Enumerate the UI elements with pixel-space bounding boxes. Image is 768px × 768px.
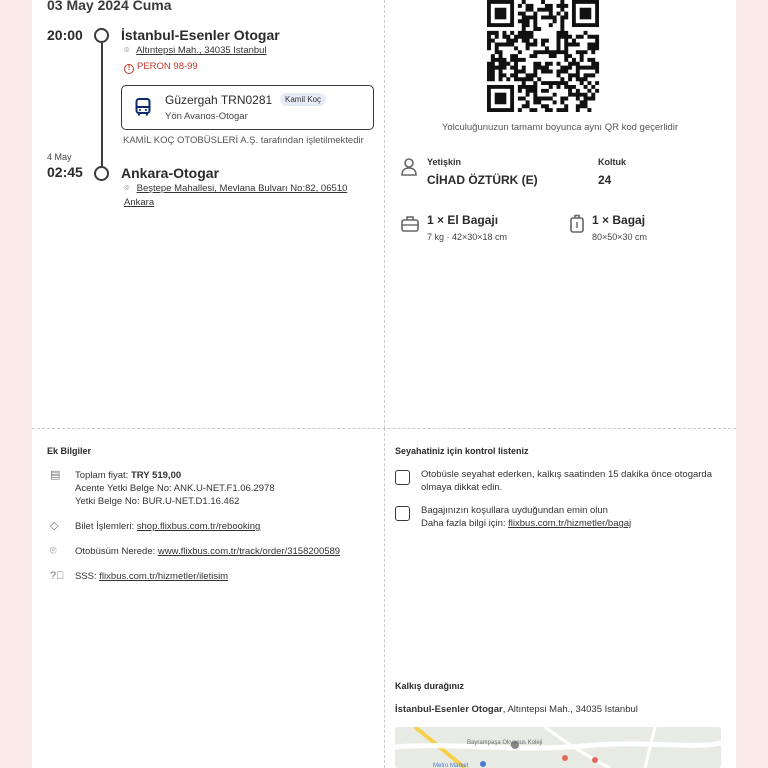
luggage-size: 80×50×30 cm <box>592 232 648 242</box>
location-pin-icon: ⌾ <box>124 45 130 55</box>
price-label: Toplam fiyat: <box>75 470 129 481</box>
location-pin-icon: ⌾ <box>124 183 130 193</box>
checklist-item-text: Otobüsle seyahat ederken, kalkış saatinden 15 dakika önce otogarda olmaya dikkat edin. <box>421 469 712 493</box>
departure-stop-name: İstanbul-Esenler Otogar <box>395 704 503 715</box>
tracking-link[interactable]: www.flixbus.com.tr/track/order/3158200589 <box>157 546 341 557</box>
map-label-school: Bayrampaşa Okyanus Koleji <box>467 740 543 746</box>
faq-link[interactable]: flixbus.com.tr/hizmetler/iletisim <box>99 571 229 582</box>
arrival-time: 02:45 <box>47 164 83 180</box>
suitcase-icon <box>569 214 585 234</box>
rebooking-link[interactable]: shop.flixbus.com.tr/rebooking <box>136 521 261 532</box>
route-title: Güzergah TRN0281 <box>165 93 273 107</box>
departure-dot <box>94 28 109 43</box>
hand-luggage-title: 1 × El Bagajı <box>427 213 499 227</box>
help-icon: ?⃝ <box>50 570 65 582</box>
hand-luggage-icon <box>400 214 420 234</box>
departure-address[interactable] <box>124 43 267 58</box>
platform-label: PERON 98-99 <box>137 61 198 72</box>
seat-label: Koltuk <box>598 157 626 167</box>
checkbox[interactable] <box>395 506 410 521</box>
checklist-item-prefix: Daha fazla bilgi için: <box>421 518 506 529</box>
route-direction: Yön Avanos-Otogar <box>165 111 248 122</box>
arrival-station: Ankara-Otogar <box>121 165 220 181</box>
checkbox[interactable] <box>395 470 410 485</box>
passenger-icon <box>400 157 418 177</box>
departure-stop-line <box>395 704 638 715</box>
ticket-page <box>32 0 736 768</box>
departure-station: İstanbul-Esenler Otogar <box>121 27 280 43</box>
departure-map[interactable] <box>395 727 721 768</box>
arrival-date: 4 May <box>47 152 72 162</box>
departure-address-link[interactable]: Altıntepsi Mah., 34035 Istanbul <box>136 45 267 56</box>
arrival-address-line2[interactable]: Ankara <box>124 197 155 208</box>
vertical-divider <box>384 0 385 428</box>
map-label-market: Metro Market <box>433 763 469 768</box>
agency-license: Acente Yetki Belge No: ANK.U-NET.F1.06.2978 <box>75 483 275 494</box>
warning-icon: ! <box>124 64 134 74</box>
baggage-info-link[interactable]: flixbus.com.tr/hizmetler/bagaj <box>508 518 632 529</box>
checklist-item-text: Bagajınızın koşullara uyduğundan emin olun <box>421 505 608 516</box>
map-graphic <box>395 727 721 768</box>
receipt-icon: ▤ <box>50 469 61 481</box>
departure-stop-address: , Altıntepsi Mah., 34035 Istanbul <box>502 704 638 715</box>
hand-luggage-size: 7 kg · 42×30×18 cm <box>427 232 508 242</box>
platform-info <box>124 61 198 74</box>
luggage-title: 1 × Bagaj <box>592 213 646 227</box>
timeline-line <box>101 43 103 166</box>
qr-note: Yolculuğunuzun tamamı boyunca aynı QR kod geçerlidir <box>441 122 679 133</box>
passenger-type-label: Yetişkin <box>427 157 462 167</box>
arrival-dot <box>94 166 109 181</box>
trip-date: 03 May 2024 Cuma <box>47 0 172 13</box>
vertical-divider <box>384 428 385 768</box>
bus-icon <box>135 98 151 116</box>
arrival-address-line1[interactable]: Beştepe Mahallesi, Mevlana Bulvarı No:82, 06510 <box>136 183 348 194</box>
qr-code <box>482 0 604 112</box>
brand-badge: Kamil Koç <box>280 93 326 106</box>
tag-icon: ◇ <box>50 520 59 532</box>
operator-note: KAMİL KOÇ OTOBÜSLERİ A.Ş. tarafından işletilmektedir <box>123 135 364 146</box>
rebooking-label: Bilet İşlemleri: <box>75 521 135 532</box>
passenger-name: CİHAD ÖZTÜRK (E) <box>427 173 538 187</box>
route-card <box>121 85 374 130</box>
departure-stop-title: Kalkış durağınız <box>395 681 465 691</box>
location-pin-icon: ⌾ <box>50 545 57 557</box>
extra-info-title: Ek Bilgiler <box>47 446 92 456</box>
faq-label: SSS: <box>75 571 97 582</box>
price-value: TRY 519,00 <box>130 470 182 481</box>
checklist-title: Seyahatiniz için kontrol listeniz <box>395 446 529 456</box>
horizontal-divider <box>32 428 736 429</box>
tracking-label: Otobüsüm Nerede: <box>75 546 156 557</box>
departure-time: 20:00 <box>47 27 83 43</box>
seat-number: 24 <box>598 173 612 187</box>
arrival-address[interactable] <box>124 181 364 210</box>
license: Yetki Belge No: BUR.U-NET.D1.16.462 <box>75 496 240 507</box>
